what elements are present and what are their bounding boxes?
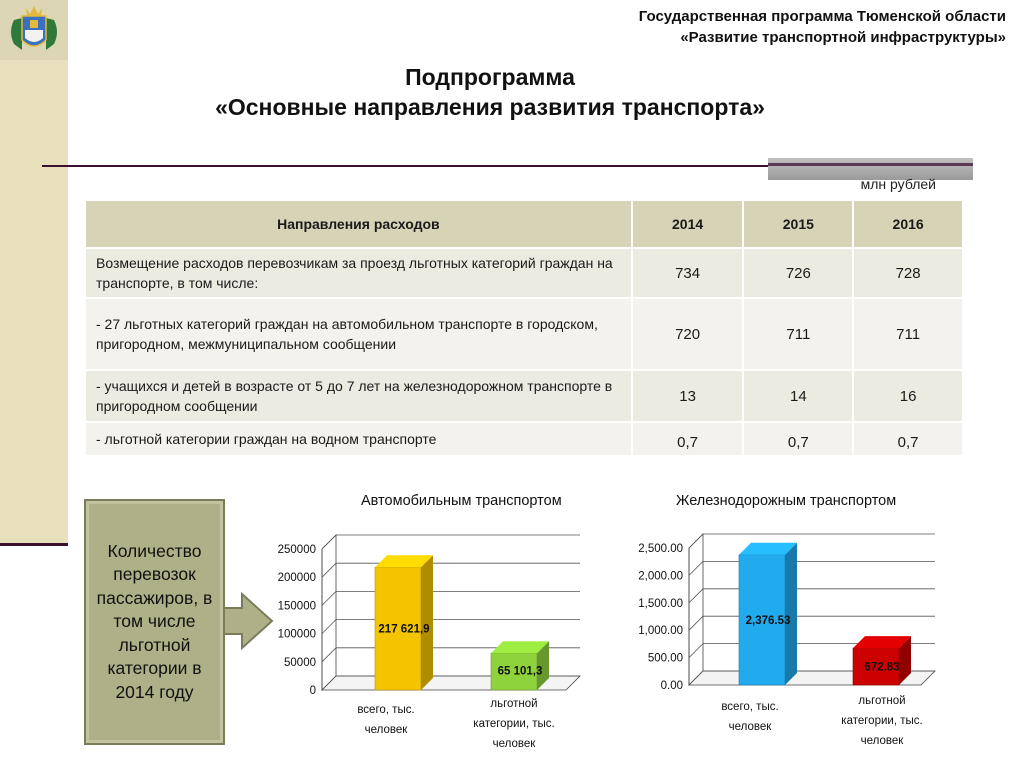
column-header: 2014 [632,200,744,248]
y-tick-label: 50000 [284,656,316,669]
cell-value: 16 [853,370,963,422]
chart-gridline [322,563,580,577]
page-title-line2: «Основные направления развития транспорта» [215,94,765,120]
cell-value: 720 [632,298,744,370]
program-header-line2: «Развитие транспортной инфраструктуры» [680,29,1006,46]
chart-gridline [689,561,935,575]
y-tick-label: 1,500.00 [638,597,683,610]
y-tick-label: 0.00 [660,680,683,692]
y-tick-label: 500.00 [647,652,683,665]
x-category-label: всего, тыс. [357,704,415,716]
bar-side [785,543,797,685]
x-category-label: всего, тыс. [721,701,779,713]
bar-data-label: 217 621,9 [378,623,430,636]
bar-data-label: 65 101,3 [497,665,543,678]
cell-value: 0,7 [632,422,744,456]
y-tick-label: 2,000.00 [638,570,683,583]
cell-value: 0,7 [743,422,853,456]
program-header-line1: Государственная программа Тюменской области [638,8,1006,25]
y-tick-label: 150000 [277,600,316,613]
cell-value: 0,7 [853,422,963,456]
y-tick-label: 200000 [277,572,316,585]
chart-gridline [689,534,935,548]
cell-value: 13 [632,370,744,422]
x-category-label: категории, тыс. [473,718,555,730]
bar-data-label: 672.83 [864,661,900,674]
x-category-label: человек [364,724,408,736]
chart-side-wall [322,535,336,690]
chart-gridline [689,589,935,603]
cell-value: 14 [743,370,853,422]
chart-side-wall [689,534,703,685]
page-title-line1: Подпрограмма [405,64,575,90]
cell-value: 711 [853,298,963,370]
bar-data-label: 2,376.53 [745,614,791,627]
chart-title-auto: Автомобильным транспортом [361,493,562,509]
y-tick-label: 2,500.00 [638,543,683,555]
passenger-count-callout: Количество перевозок пассажиров, в том числе льготной категории в 2014 году [84,499,225,745]
chart-gridline [322,535,580,549]
x-category-label: человек [728,721,772,733]
y-tick-label: 250000 [277,544,316,556]
cell-value: 734 [632,248,744,298]
cell-value: 711 [743,298,853,370]
row-label: - 27 льготных категорий граждан на автомобильном транспорте в городском, пригородном, межмуниципальном сообщении [85,298,632,370]
x-category-label: льготной [490,698,538,710]
chart-gridline [689,616,935,630]
bar-side [421,555,433,690]
column-header: 2016 [853,200,963,248]
row-label: - учащихся и детей в возрасте от 5 до 7 лет на железнодорожном транспорте в пригородном сообщении [85,370,632,422]
y-tick-label: 100000 [277,628,316,641]
cell-value: 726 [743,248,853,298]
chart-gridline [322,591,580,605]
x-category-label: человек [860,735,904,747]
unit-label: млн рублей [860,176,936,192]
x-category-label: категории, тыс. [841,715,923,727]
row-label: - льготной категории граждан на водном транспорте [85,422,632,456]
y-tick-label: 1,000.00 [638,625,683,638]
column-header: Направления расходов [85,200,632,248]
chart-gridline [322,620,580,634]
column-header: 2015 [743,200,853,248]
row-label: Возмещение расходов перевозчикам за проезд льготных категорий граждан на транспорте, в том числе: [85,248,632,298]
x-category-label: человек [492,738,536,750]
cell-value: 728 [853,248,963,298]
chart-title-rail: Железнодорожным транспортом [676,493,897,509]
x-category-label: льготной [858,695,906,707]
y-tick-label: 0 [309,685,316,697]
